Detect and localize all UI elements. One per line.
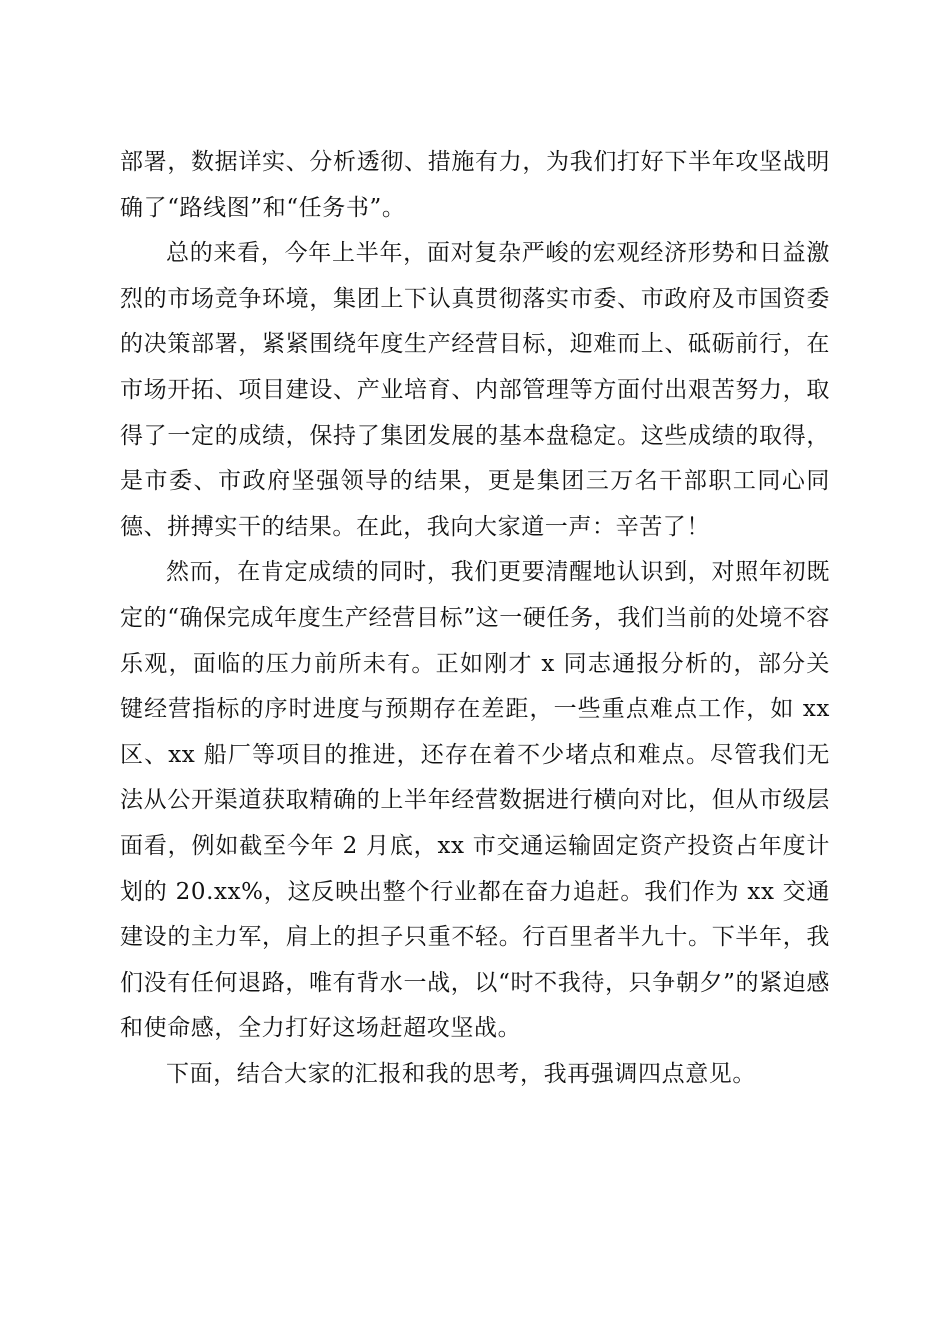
paragraph-challenges: 然而，在肯定成绩的同时，我们更要清醒地认识到，对照年初既定的“确保完成年度生产经营目标”这一硬任务，我们当前的处境不容乐观，面临的压力前所未有。正如刚才 x 同志通报分析的，部分关键经营指标的序时进度与预期存在差距，一些重点难点工作，如 xx 区、xx 船厂等项目的推进，还存在着不少堵点和难点。尽管我们无法从公开渠道获取精确的上半年经营数据进行横向对比，但从市级层面看，例如截至今年 2 月底，xx 市交通运输固定资产投资占年度计划的 20.xx%，这反映出整个行业都在奋力追赶。我们作为 xx 交通建设的主力军，肩上的担子只重不轻。行百里者半九十。下半年，我们没有任何退路，唯有背水一战，以“时不我待，只争朝夕”的紧迫感和使命感，全力打好这场赶超攻坚战。 (120, 559, 830, 1042)
paragraph-transition: 下面，结合大家的汇报和我的思考，我再强调四点意见。 (166, 1060, 756, 1087)
paragraph-summary: 总的来看，今年上半年，面对复杂严峻的宏观经济形势和日益激烈的市场竞争环境，集团上下认真贯彻落实市委、市政府及市国资委的决策部署，紧紧围绕年度生产经营目标，迎难而上、砥砺前行，在市场开拓、项目建设、产业培育、内部管理等方面付出艰苦努力，取得了一定的成绩，保持了集团发展的基本盘稳定。这些成绩的取得，是市委、市政府坚强领导的结果，更是集团三万名干部职工同心同德、拼搏实干的结果。在此，我向大家道一声：辛苦了！ (120, 240, 830, 540)
paragraph-continuation: 部署，数据详实、分析透彻、措施有力，为我们打好下半年攻坚战明确了“路线图”和“任务书”。 (120, 149, 830, 221)
document-body (120, 140, 830, 1097)
